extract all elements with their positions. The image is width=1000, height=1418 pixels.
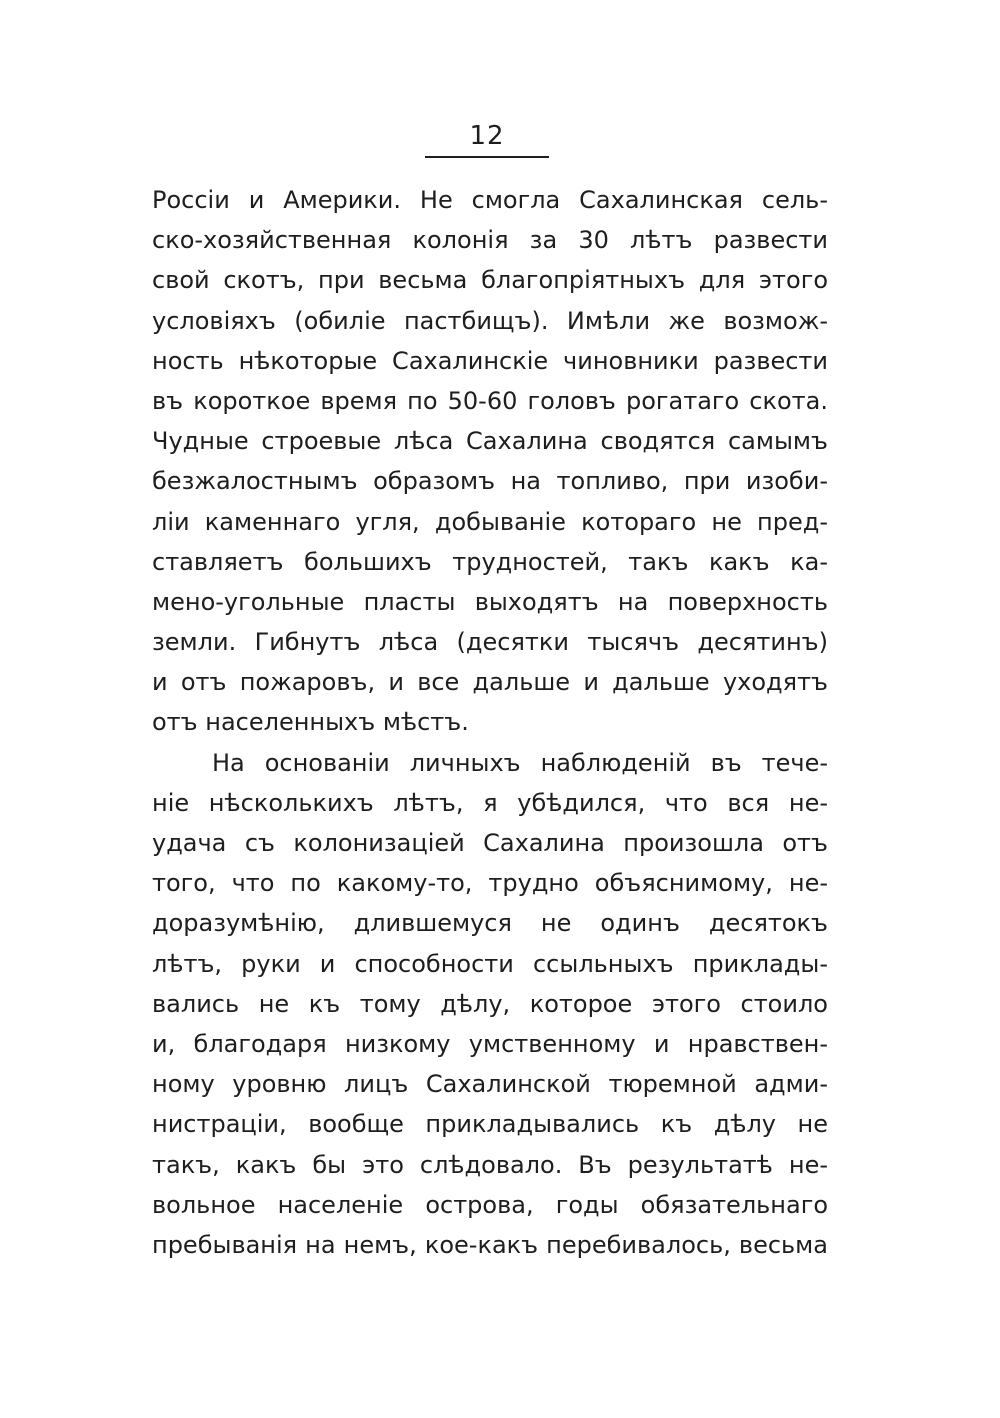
text-line: удача съ колонизацiей Сахалина произошла отъ (152, 829, 828, 857)
text-line: нистрацiи, вообще прикладывались къ дѣлу не (152, 1110, 828, 1139)
text-line: и отъ пожаровъ, и все дальше и дальше уходятъ (152, 668, 828, 697)
text-line: доразумѣнiю, длившемуся не одинъ десятокъ (152, 909, 828, 938)
page-number: 12 (469, 121, 505, 151)
text-line: условiяхъ (обилiе пастбищъ). Имѣли же возмож- (152, 306, 828, 335)
text-line: свой скотъ, при весьма благопрiятныхъ для этого (152, 266, 828, 295)
text-line: На основанiи личныхъ наблюденiй въ тече- (212, 748, 828, 777)
text-line: нiе нѣсколькихъ лѣтъ, я убѣдился, что вся не- (152, 788, 828, 817)
text-line: мено-угольные пласты выходятъ на поверхность (152, 587, 828, 616)
text-line: отъ населенныхъ мѣстъ. (152, 708, 469, 737)
text-line: такъ, какъ бы это слѣдовало. Въ результатѣ не- (152, 1150, 828, 1179)
text-line: безжалостнымъ образомъ на топливо, при изоби- (152, 467, 828, 496)
text-line: въ короткое время по 50-60 головъ рогатаго скота. (152, 386, 828, 415)
text-line: лiи каменнаго угля, добыванiе котораго не пред- (152, 507, 828, 536)
text-line: ско-хозяйственная колонiя за 30 лѣтъ развести (152, 226, 828, 255)
text-line: пребыванiя на немъ, кое-какъ перебивалось, весьма (152, 1230, 828, 1259)
paragraph (152, 180, 828, 743)
text-line: вольное населенiе острова, годы обязательнаго (152, 1190, 828, 1219)
body-text (152, 180, 828, 1265)
page-number-rule (425, 156, 549, 158)
text-line: вались не къ тому дѣлу, которое этого стоило (152, 989, 828, 1018)
text-line: и, благодаря низкому умственному и нравствен- (152, 1029, 828, 1058)
text-line: Россiи и Америки. Не смогла Сахалинская сель- (152, 186, 828, 214)
text-line: лѣтъ, руки и способности ссыльныхъ приклады- (152, 949, 828, 978)
text-line: ность нѣкоторые Сахалинскiе чиновники развести (152, 346, 828, 375)
text-line: ставляетъ большихъ трудностей, такъ какъ ка- (152, 547, 828, 576)
text-line: земли. Гибнутъ лѣса (десятки тысячъ десятинъ) (152, 628, 828, 657)
text-line: Чудные строевые лѣса Сахалина сводятся самымъ (152, 427, 828, 456)
text-line: ному уровню лицъ Сахалинской тюремной адми- (152, 1070, 828, 1099)
text-line: того, что по какому-то, трудно объяснимому, не- (152, 869, 828, 898)
paragraph (152, 743, 828, 1265)
